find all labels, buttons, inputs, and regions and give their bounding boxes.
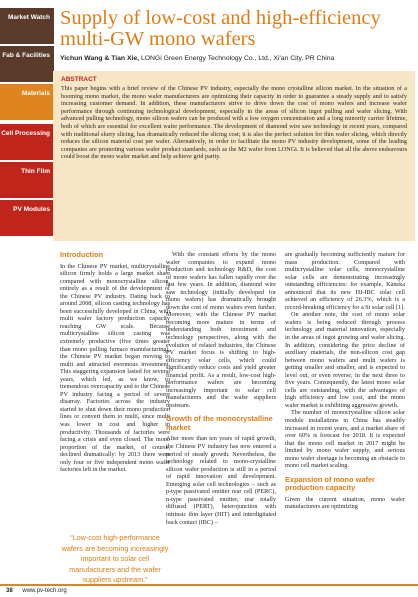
section-heading-growth: Growth of the monocrystalline market [166,414,273,432]
author-affiliation: LONGi Green Energy Technology Co., Ltd., Xi'an City, PR China [139,55,335,62]
sidebar-item-market-watch[interactable]: Market Watch [0,8,54,44]
abstract-text: This paper begins with a brief review of the Chinese PV industry, especially the mono crystalline silicon market. In the situation of a booming mono market, the mono wafer manufacturers are optimizing their capacity in order to guarantee a steady supply and to satisfy increasing customer demand. In addition, these manufacturers strive to drive down the cost of mono wafers and increase wafer performance through continuing technological development, especially in the areas of silicon ingot pulling and wafer slicing. With advanced pulling technology, mono silicon wafers can be produced with a low oxygen concentration and a long minority carrier lifetime, both of which are essential for excellent wafer performance. The development of diamond wire saw technology in recent years, compared with traditional slurry slicing, has dramatically reduced the slicing cost; it is also the perfect solution for thin wafer slicing, which directly reduces the silicon material cost per wafer. Alternatively, in order to facilitate the mono PV industry development, some of the leading companies are promoting various wafer product standards, such as the M2 wafer from LONGi. It is believed that all the above endeavours could boost the mono wafer market and help achieve grid parity. [61,85,407,161]
section-heading-introduction: Introduction [60,250,104,259]
pull-quote: “Low-cost high-performance wafers are becoming increasingly important to solar cell manufacturers and the wafer suppliers upstream.” [61,533,169,584]
paragraph: With the constant efforts by the mono wafer companies to expand mono production and technology R&D, the cost of mono wafers has fallen rapidly over the last few years. In addition, diamond wire saw technology (initially developed for mono wafers) has dramatically brought down the cost of mono wafers even further. Moreover, with the Chinese PV market becoming more mature in terms of understanding both investment and technology perspectives, along with the evolution of related industries, the Chinese PV market focus is shifting to high-efficiency solar cells, which could significantly reduce costs and yield greater financial profit. As a result, low-cost high-performance wafers are becoming increasingly important to solar cell manufacturers and the wafer suppliers upstream. [166,251,276,409]
paragraph: In the Chinese PV market, multicrystalline silicon firmly holds a large market share compared with monocrystalline silicon, entirely as a result of the development of the Chinese PV industry. Dating back to around 2008, silicon casting technology has been successfully developed in China, with multi wafer factory production capacity reaching GW scale. Because multicrystalline silicon casting was extremely productive (five times greater than mono pulling furnace manufacturing), the Chinese PV market began moving to multi and attracted enormous investment. This staggering expansion lasted for several years, which led, as we know, to tremendous overcapacity and to the Chinese PV industry facing a period of severe disarray. Factories across the industry started to shut down their mono production lines or convert them to multi, since multi was lower in cost and higher in productivity. Thousands of factories were facing a crisis and even closed. The mono proportion of the market, of course, declined dramatically: by 2013 there were only four or five independent mono wafer factories left in the market. [60,262,170,474]
paragraph: On another note, the cost of mono solar wafers is being reduced through process technology and material innovation, especially in the areas of ingot growing and wafer slicing. In addition, considering the price decline of auxiliary materials, the non-silicon cost gap between mono wafers and multi wafers is getting smaller and smaller, and is expected to level out, or even reverse, in the next three to five years. Consequently, the latest mono solar cells are outstanding, with the advantages of high efficiency and low cost, and the mono wafer market is exhibiting aggressive growth. [285,311,405,409]
paragraph: The number of monocrystalline silicon solar module installations in China has steadily increased in recent years, and a market share of over 60% is forecast for 2018. It is expected that the mono cell market in 2017 might be limited by mono wafer supply, and serious mono wafer shortage is becoming an obstacle to mono cell market scaling. [285,409,405,470]
paragraph: Given the current situation, mono wafer manufacturers are optimizing [285,495,405,511]
sidebar-item-fab-facilities[interactable]: Fab & Facilities [0,46,54,82]
column-2 [166,251,276,526]
footer-divider [0,584,418,586]
column-1 [60,251,170,474]
section-sidebar [0,8,54,238]
paragraph: are gradually becoming sufficiently mature for mass production. Compared with multicrystalline solar cells, monocrystalline solar cells are demonstrating increasingly outstanding efficiencies: for example, Kaneka announced that its new HJ-IBC solar cell achieved an efficiency of 26.3%, which is a record-breaking efficiency for a Si solar cell [1]. [285,251,405,311]
sidebar-item-pv-modules[interactable]: PV Modules [0,200,54,236]
paragraph: After more than ten years of rapid growth, the Chinese PV industry has now entered a period of steady growth. Nevertheless, the technology related to mono-crystalline silicon wafer production is still in a period of rapid innovation and development. Emerging solar cell technologies – such as p-type passivated emitter rear cell (PERC), n-type passivated emitter, rear totally diffused (PERT), heterojunction with intrinsic thin layer (HIT) and interdigitated back contact (IBC) – [166,435,276,526]
abstract-box [53,71,415,241]
article-title: Supply of low-cost and high-efficiency multi-GW mono wafers [60,7,381,50]
footer-url-link[interactable]: www.pv-tech.org [22,588,67,594]
sidebar-item-thin-film[interactable]: Thin Film [0,162,54,198]
abstract-heading: ABSTRACT [61,76,97,83]
column-3 [285,251,405,511]
author-names: Yichun Wang & Tian Xie, [60,55,140,62]
sidebar-item-cell-processing[interactable]: Cell Processing [0,124,54,160]
sidebar-item-materials[interactable]: Materials [0,84,54,120]
page-number: 38 [6,588,13,594]
section-heading-expansion: Expansion of mono wafer production capacity [285,474,375,493]
page-footer [6,588,67,594]
article-authors [60,55,334,62]
